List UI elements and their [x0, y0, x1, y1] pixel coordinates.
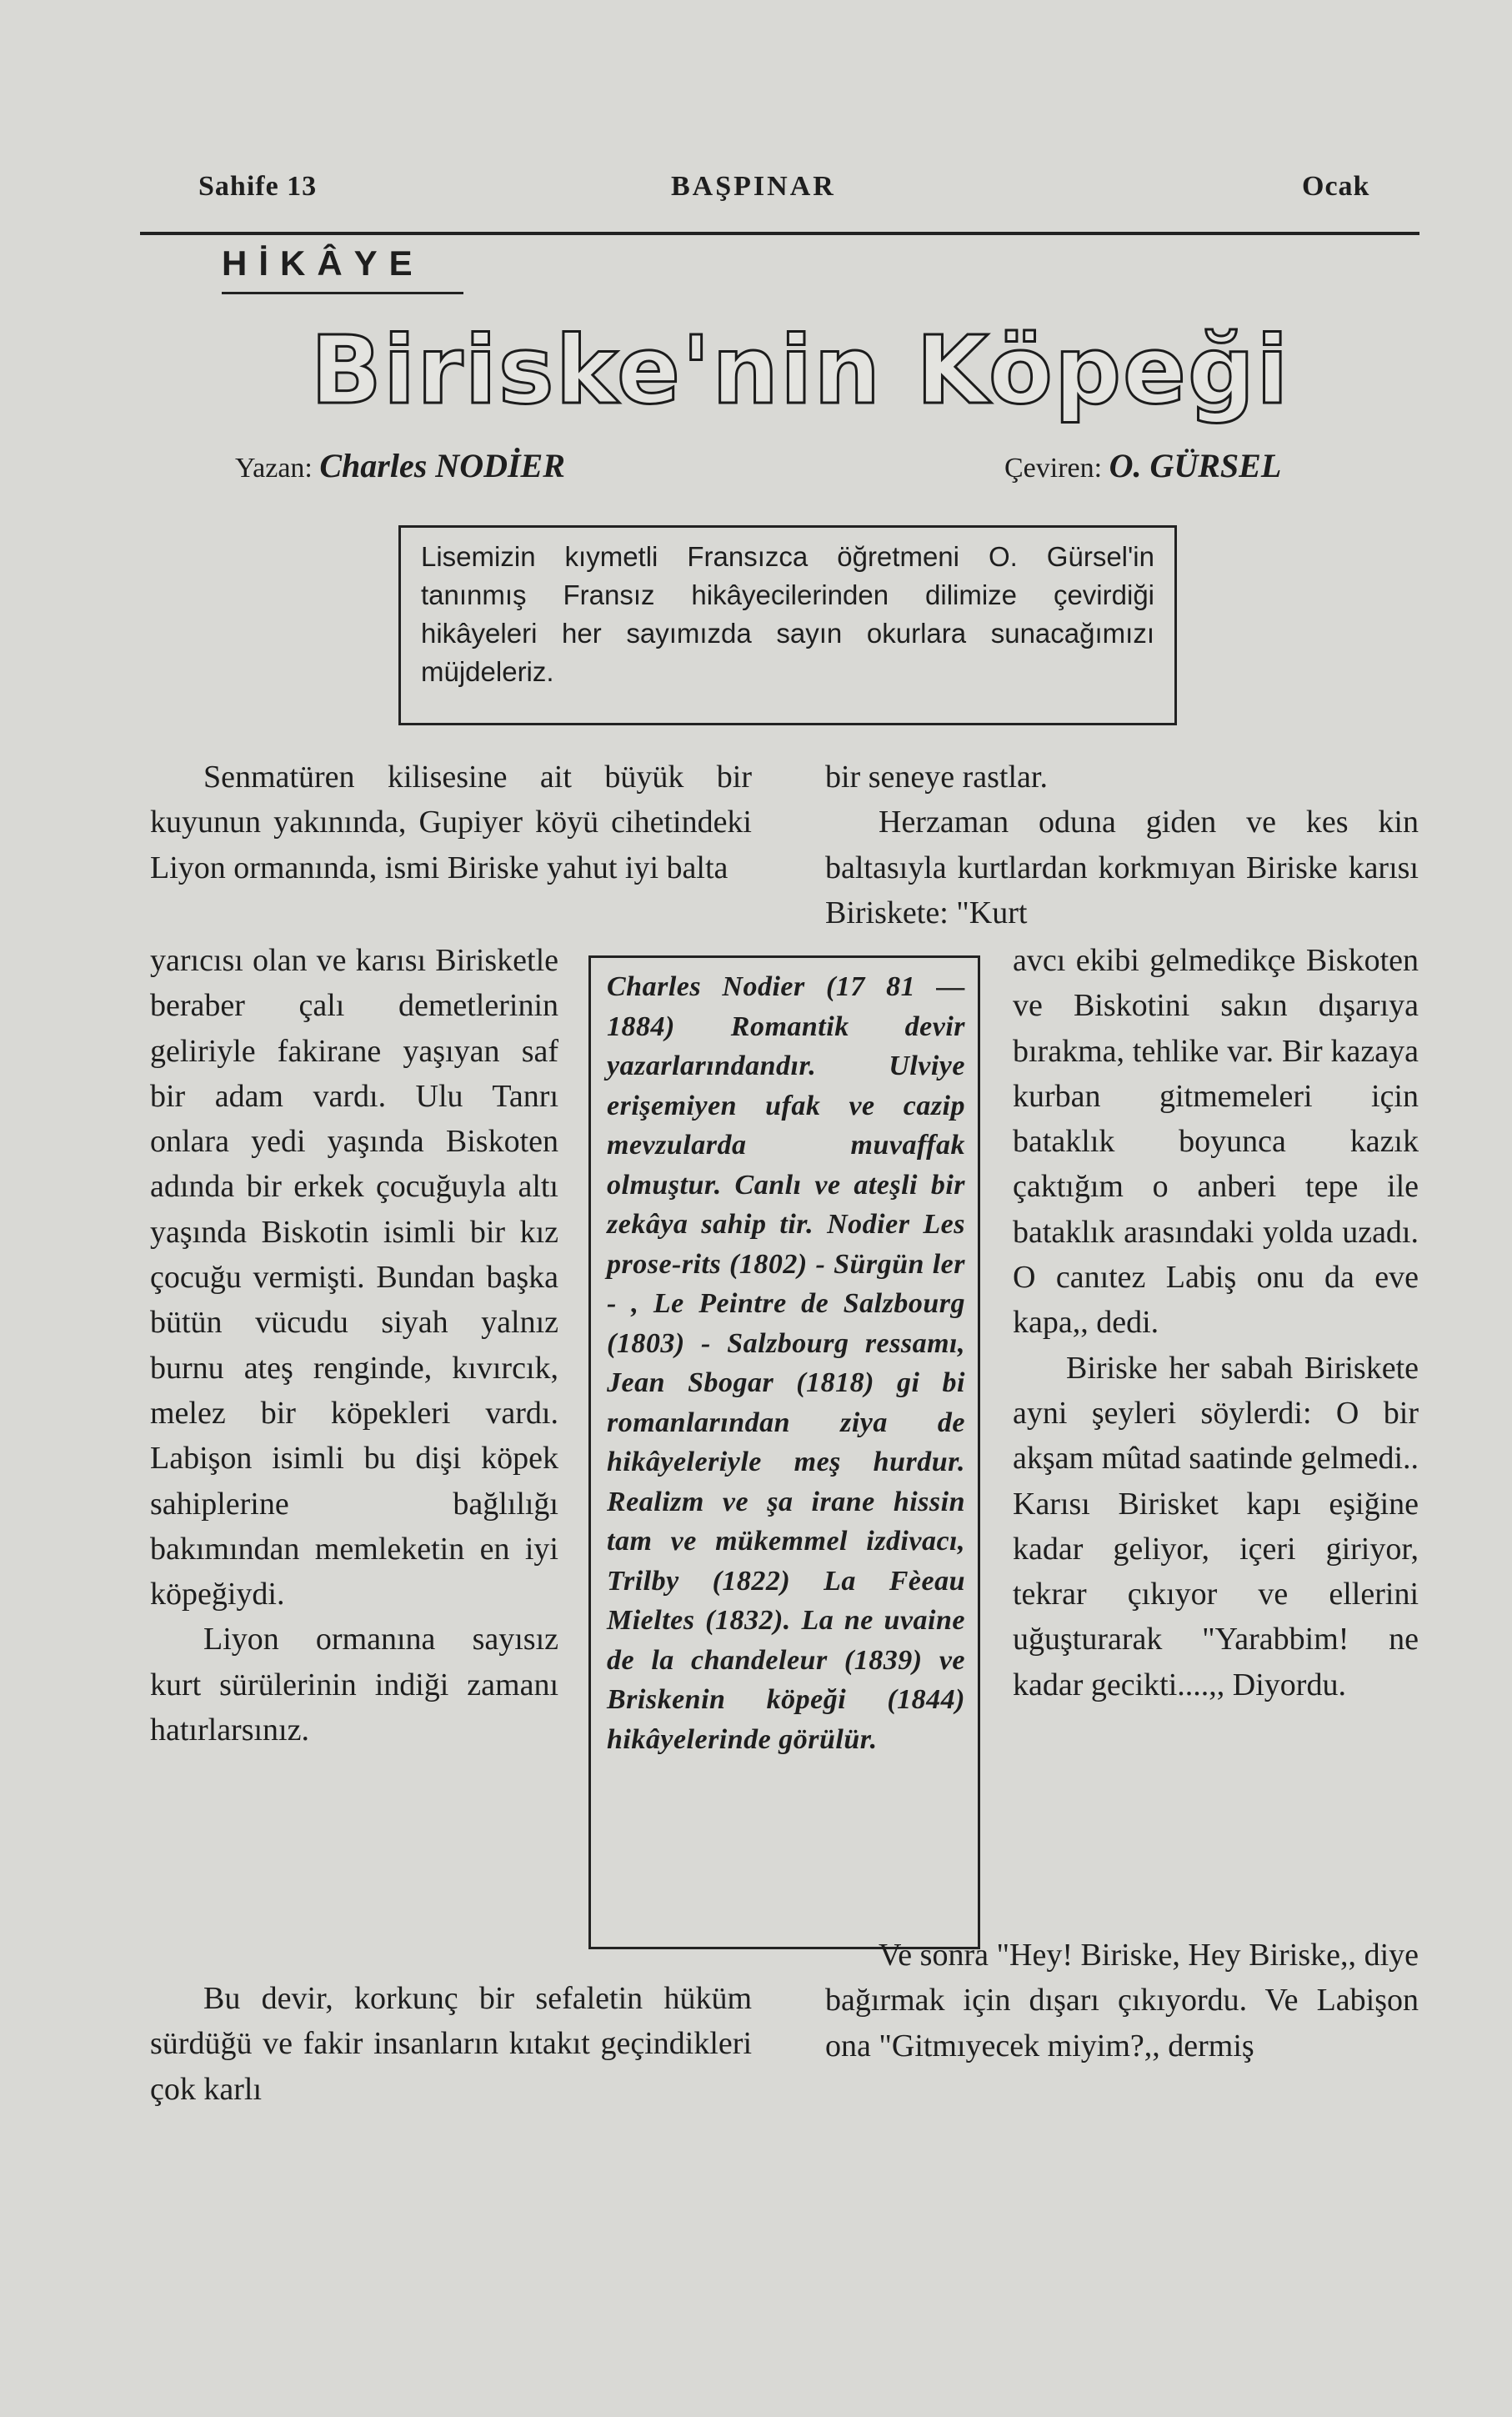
right-column-body [1013, 938, 1419, 1707]
left-column-bottom [150, 1976, 752, 2112]
right-column-bottom [825, 1933, 1419, 2068]
paragraph: Bu devir, korkunç bir sefaletin hüküm sürdüğü ve fakir insanların kıtakıt geçindikleri çok karlı [150, 1981, 752, 2107]
translator-name: O. GÜRSEL [1109, 447, 1282, 484]
author-label: Yazan: [235, 453, 313, 484]
right-column-top [825, 755, 1419, 935]
left-column-top [150, 755, 752, 890]
header-rule [140, 232, 1419, 235]
paragraph: Senmatüren kilisesine ait büyük bir kuyunun yakınında, Gupiyer köyü cihetindeki Liyon ormanında, ismi Biriske yahut iyi balta [150, 760, 752, 885]
paragraph: yarıcısı olan ve karısı Birisketle beraber çalı demetlerinin geliriyle fakirane yaşıyan saf bir adam vardı. Ulu Tanrı onlara yedi yaşında Biskoten adında bir erkek çocuğuyla altı yaşında Biskotin isimli bir kız çocuğu vermişti. Bundan başka bütün vücudu siyah yalnız burnu ateş renginde, kıvırcık, melez bir köpekleri vardı. Labişon isimli bu dişi köpek sahiplerine bağlılığı bakımından memleketin en iyi köpeğiydi. [150, 943, 558, 1612]
magazine-name: BAŞPINAR [671, 171, 836, 202]
left-column-body [150, 938, 558, 1753]
translator-label: Çeviren: [1004, 453, 1103, 484]
intro-text: Lisemizin kıymetli Fransızca öğretmeni O. Gürsel'in tanınmış Fransız hikâyecilerinden dilimize çevirdiği hikâyeleri her sayımızda sayın okurlara sunacağımızı müjdeleriz. [421, 541, 1154, 687]
section-underline [222, 292, 463, 294]
author-name: Charles NODİER [319, 447, 565, 484]
page-number: Sahife 13 [198, 171, 318, 202]
paragraph: Herzaman oduna giden ve kes kin baltasıyla kurtlardan korkmıyan Biriske karısı Biriskete: "Kurt [825, 805, 1419, 930]
paragraph: avcı ekibi gelmedikçe Biskoten ve Biskotini sakın dışarıya bırakma, tehlike var. Bir kazaya kurban gitmemeleri için bataklık boyunca kazık çaktığım o anberi tepe ile bataklık arasındaki yolda uzadı. O canıtez Labiş onu da eve kapa,, dedi. [1013, 943, 1419, 1341]
paragraph: bir seneye rastlar. [825, 760, 1048, 795]
issue-month: Ocak [1302, 171, 1370, 202]
translator-byline [1004, 446, 1281, 485]
paragraph: Biriske her sabah Biriskete ayni şeyleri söylerdi: O bir akşam mûtad saatinde gelmedi.. Karısı Birisket kapı eşiğine kadar geliyor, içeri giriyor, tekrar çıkıyor ve ellerini uğuşturarak "Yarabbim! ne kadar gecikti....,, Diyordu. [1013, 1350, 1419, 1702]
paragraph: Ve sonra "Hey! Biriske, Hey Biriske,, diye bağırmak için dışarı çıkıyordu. Ve Labişon ona "Gitmıyecek miyim?,, dermiş [825, 1938, 1419, 2063]
section-label: HİKÂYE [222, 243, 424, 283]
author-note-text: Charles Nodier (17 81 — 1884) Romantik devir yazarlarındandır. Ulviye erişemiyen ufak ve cazip mevzularda muvaffak olmuştur. Canlı ve ateşli bir zekâya sahip tir. Nodier Les prose-rits (1802) - Sürgün ler - , Le Peintre de Salzbourg (1803) - Salzbourg ressamı, Jean Sbogar (1818) gi bi romanlarından ziya de hikâyeleriyle meş hurdur. Realizm ve şa irane hissin tam ve mükemmel izdivacı, Trilby (1822) La Fèeau Mieltes (1832). La ne uvaine de la chandeleur (1839) ve Briskenin köpeği (1844) hikâyelerinde görülür. [607, 971, 965, 1755]
author-byline [235, 446, 565, 485]
paragraph: Liyon ormanına sayısız kurt sürülerinin indiği zamanı hatırlarsınız. [150, 1622, 558, 1748]
story-title: Biriske'nin Köpeği [310, 317, 1290, 425]
